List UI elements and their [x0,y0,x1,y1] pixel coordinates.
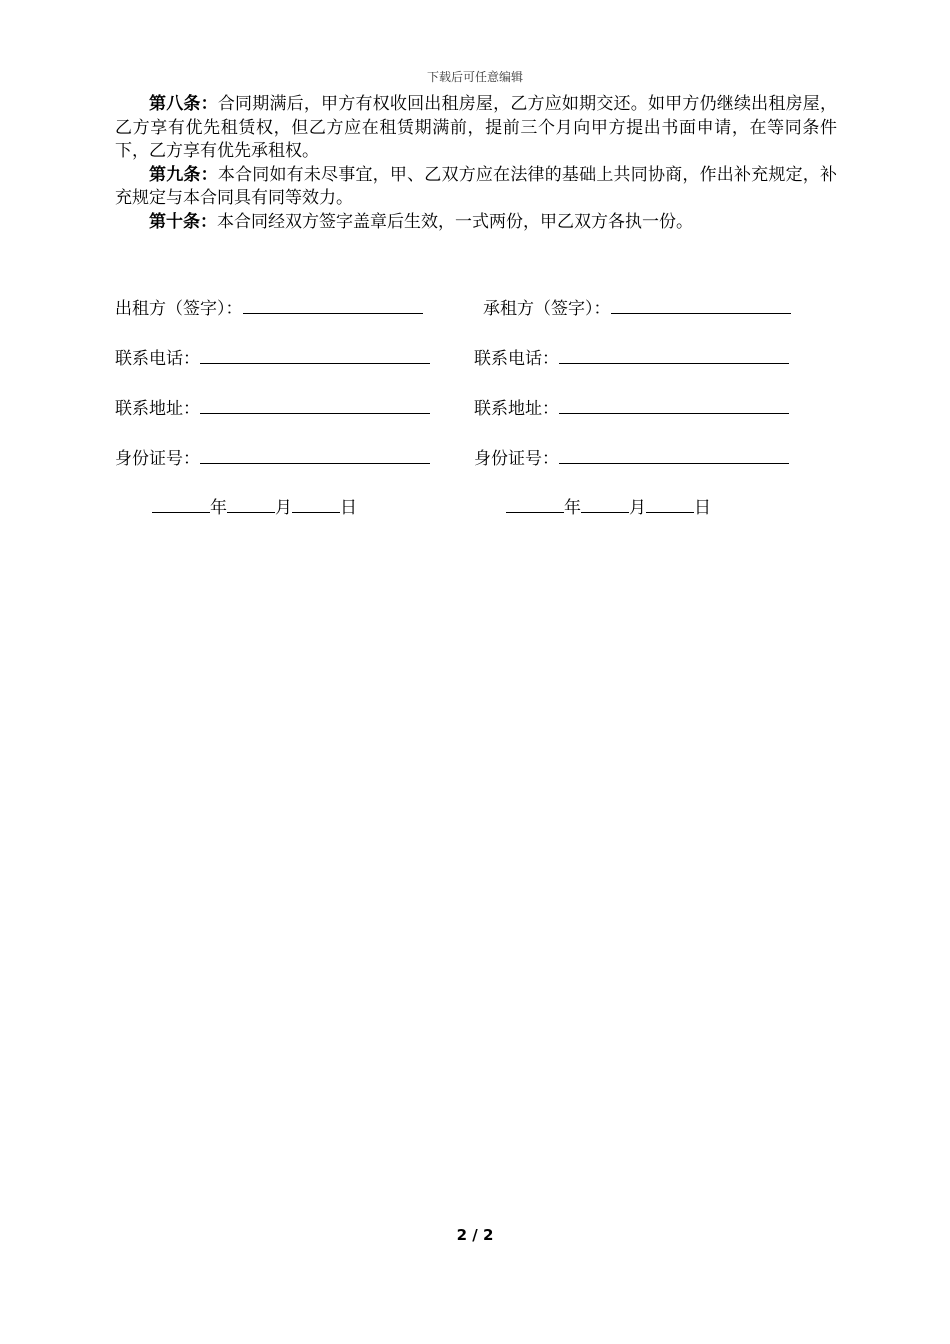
address-label: 联系地址： [474,399,559,419]
month-blank[interactable] [581,494,629,513]
year-label: 年 [564,498,581,518]
clause-body: 本合同经双方签字盖章后生效，一式两份，甲乙双方各执一份。 [217,211,693,232]
month-label: 月 [275,498,292,518]
lessor-id-blank[interactable] [200,445,430,464]
lessee-phone-blank[interactable] [559,345,789,364]
lessee-signature [483,294,791,319]
signature-row [115,294,837,318]
phone-label: 联系电话： [474,349,559,369]
month-blank[interactable] [227,494,275,513]
id-row [115,444,837,468]
phone-row [115,344,837,368]
clause-9 [115,164,837,211]
id-label: 身份证号： [115,449,200,469]
lessor-id [115,444,430,469]
year-label: 年 [210,498,227,518]
lessor-signature [115,294,423,319]
lessor-phone [115,344,430,369]
lessor-phone-blank[interactable] [200,345,430,364]
day-blank[interactable] [646,494,694,513]
day-blank[interactable] [292,494,340,513]
lessee-signature-blank[interactable] [611,295,791,314]
clause-title: 第八条： [149,94,218,114]
lessee-label: 承租方（签字）： [483,299,611,319]
page-number: 2 / 2 [456,1226,494,1244]
lessor-label: 出租方（签字）： [115,299,243,319]
day-label: 日 [694,498,711,518]
clause-8 [115,93,837,164]
day-label: 日 [340,498,357,518]
year-blank[interactable] [506,494,564,513]
address-row [115,394,837,418]
lessee-phone [474,344,789,369]
date-row [115,493,837,517]
clause-body: 合同期满后，甲方有权收回出租房屋，乙方应如期交还。如甲方仍继续出租房屋，乙方享有优先租赁权，但乙方应在租赁期满前，提前三个月向甲方提出书面申请，在等同条件下，乙方享有优先承租权。 [115,94,838,161]
lessee-id [474,444,789,469]
phone-label: 联系电话： [115,349,200,369]
contract-body [115,93,837,234]
address-label: 联系地址： [115,399,200,419]
id-label: 身份证号： [474,449,559,469]
lessee-address [474,394,789,419]
year-blank[interactable] [152,494,210,513]
page-header: 下载后可任意编辑 [426,70,523,84]
lessor-date [152,493,357,518]
clause-title: 第十条： [149,211,217,232]
lessee-date [506,493,711,518]
lessee-address-blank[interactable] [559,395,789,414]
month-label: 月 [629,498,646,518]
clause-10 [115,211,837,235]
lessor-signature-blank[interactable] [243,295,423,314]
clause-body: 本合同如有未尽事宜，甲、乙双方应在法律的基础上共同协商，作出补充规定，补充规定与本合同具有同等效力。 [115,164,838,208]
lessor-address-blank[interactable] [200,395,430,414]
lessee-id-blank[interactable] [559,445,789,464]
clause-title: 第九条： [149,164,218,185]
lessor-address [115,394,430,419]
